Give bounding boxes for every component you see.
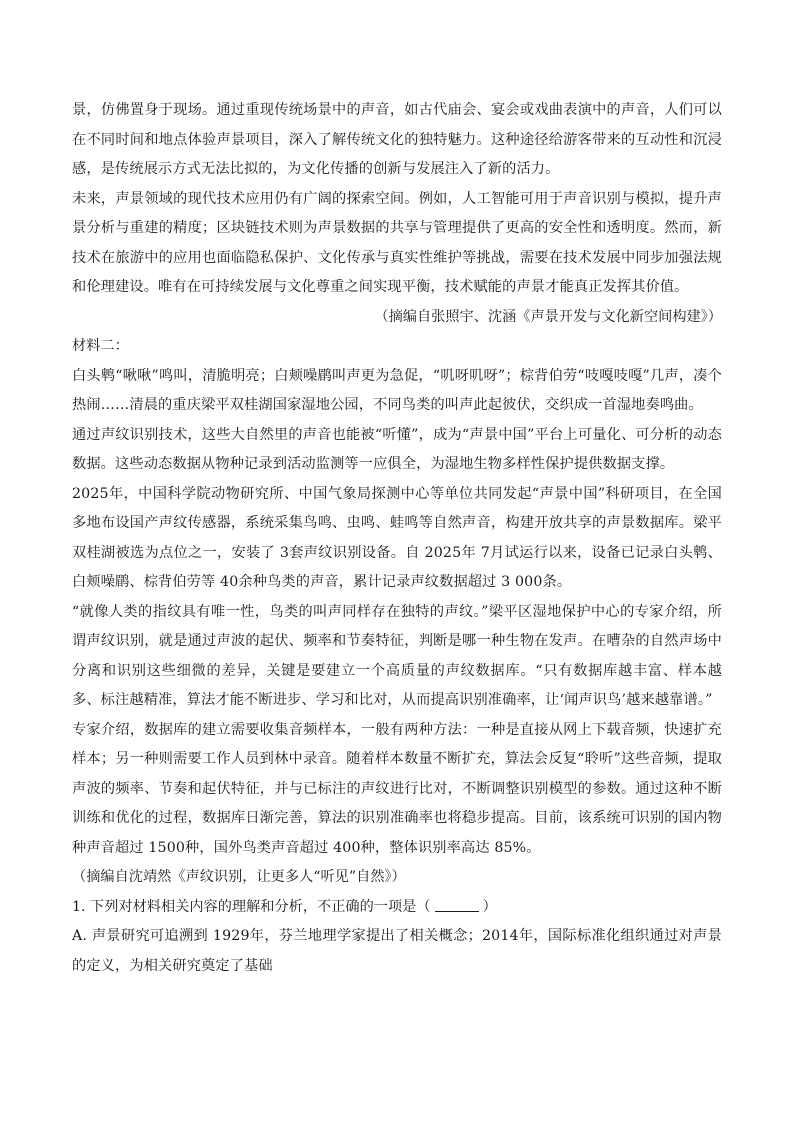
- material2-label: 材料二：: [72, 338, 129, 354]
- option-a: A. 声景研究可追溯到 1929年，芬兰地理学家提出了相关概念；2014年，国际标准化组织通过对声景的定义，为相关研究奠定了基础: [72, 928, 722, 974]
- question-stem-text: 1. 下列对材料相关内容的理解和分析，不正确的一项是（: [72, 898, 431, 915]
- material1-paragraph-2: 未来，声景领域的现代技术应用仍有广阔的探索空间。例如，人工智能可用于声音识别与模拟，提升声景分析与重建的精度；区块链技术则为声景数据的共享与管理提供了更高的安全性和透明度。然而，新技术在旅游中的应用也面临隐私保护、文化传承与真实性维护等挑战，需要在技术发展中同步加强法规和伦理建设。唯有在可持续发展与文化尊重之间实现平衡，技术赋能的声景才能真正发挥其价值。: [72, 190, 722, 295]
- material2-paragraph-5: 专家介绍，数据库的建立需要收集音频样本，一般有两种方法：一种是直接从网上下载音频，快速扩充样本；另一种则需要工作人员到林中录音。随着样本数量不断扩充，算法会反复“聆听”这些音频，提取声波的频率、节奏和起伏特征，并与已标注的声纹进行比对，不断调整识别模型的参数。通过这种不断训练和优化的过程，数据库日渐完善，算法的识别准确率也将稳步提高。目前，该系统可识别的国内物种声音超过 1500种，国外鸟类声音超过 400种，整体识别率高达 85%。: [72, 721, 722, 856]
- material2-paragraph-1: 白头鹎“啾啾”鸣叫，清脆明亮；白颊噪鹛叫声更为急促，“叽呀叽呀”；棕背伯劳“吱嘎吱嘎”几声，凑个热闹……清晨的重庆梁平双桂湖国家湿地公园，不同鸟类的叫声此起彼伏，交织成一首湿地奏鸣曲。: [72, 367, 722, 413]
- answer-blank[interactable]: [435, 897, 479, 912]
- material2-paragraph-4: “就像人类的指纹具有唯一性，鸟类的叫声同样存在独特的声纹。”梁平区湿地保护中心的专家介绍，所谓声纹识别，就是通过声波的起伏、频率和节奏特征，判断是哪一种生物在发声。在嘈杂的自然声场中分离和识别这些细微的差异，关键是要建立一个高质量的声纹数据库。“只有数据库越丰富、样本越多、标注越精准，算法才能不断进步、学习和比对，从而提高识别准确率，让‘闻声识鸟’越来越靠谱。”: [72, 603, 722, 708]
- question-stem-close: ）: [482, 898, 497, 915]
- material2-source: （摘编自沈靖然《声纹识别，让更多人“听见”自然》）: [72, 869, 406, 885]
- material2-paragraph-2: 通过声纹识别技术，这些大自然里的声音也能被“听懂”，成为“声景中国”平台上可量化、可分析的动态数据。这些动态数据从物种记录到活动监测等一应俱全，为湿地生物多样性保护提供数据支撑。: [72, 426, 722, 472]
- question-1-stem: [72, 893, 722, 923]
- material1-source: （摘编自张照宇、沈涵《声景开发与文化新空间构建》）: [374, 308, 722, 325]
- material2-paragraph-3: 2025年，中国科学院动物研究所、中国气象局探测中心等单位共同发起“声景中国”科研项目，在全国多地布设国产声纹传感器，系统采集鸟鸣、虫鸣、蛙鸣等自然声音，构建开放共享的声景数据库。梁平双桂湖被选为点位之一，安装了 3套声纹识别设备。自 2025年 7月试运行以来，设备已记录白头鹎、白颊噪鹛、棕背伯劳等 40余种鸟类的声音，累计记录声纹数据超过 3 000条。: [72, 485, 722, 590]
- document-page: [72, 96, 722, 981]
- material1-paragraph-1: 景，仿佛置身于现场。通过重现传统场景中的声音，如古代庙会、宴会或戏曲表演中的声音，人们可以在不同时间和地点体验声景项目，深入了解传统文化的独特魅力。这种途径给游客带来的互动性和沉浸感，是传统展示方式无法比拟的，为文化传播的创新与发展注入了新的活力。: [72, 102, 722, 177]
